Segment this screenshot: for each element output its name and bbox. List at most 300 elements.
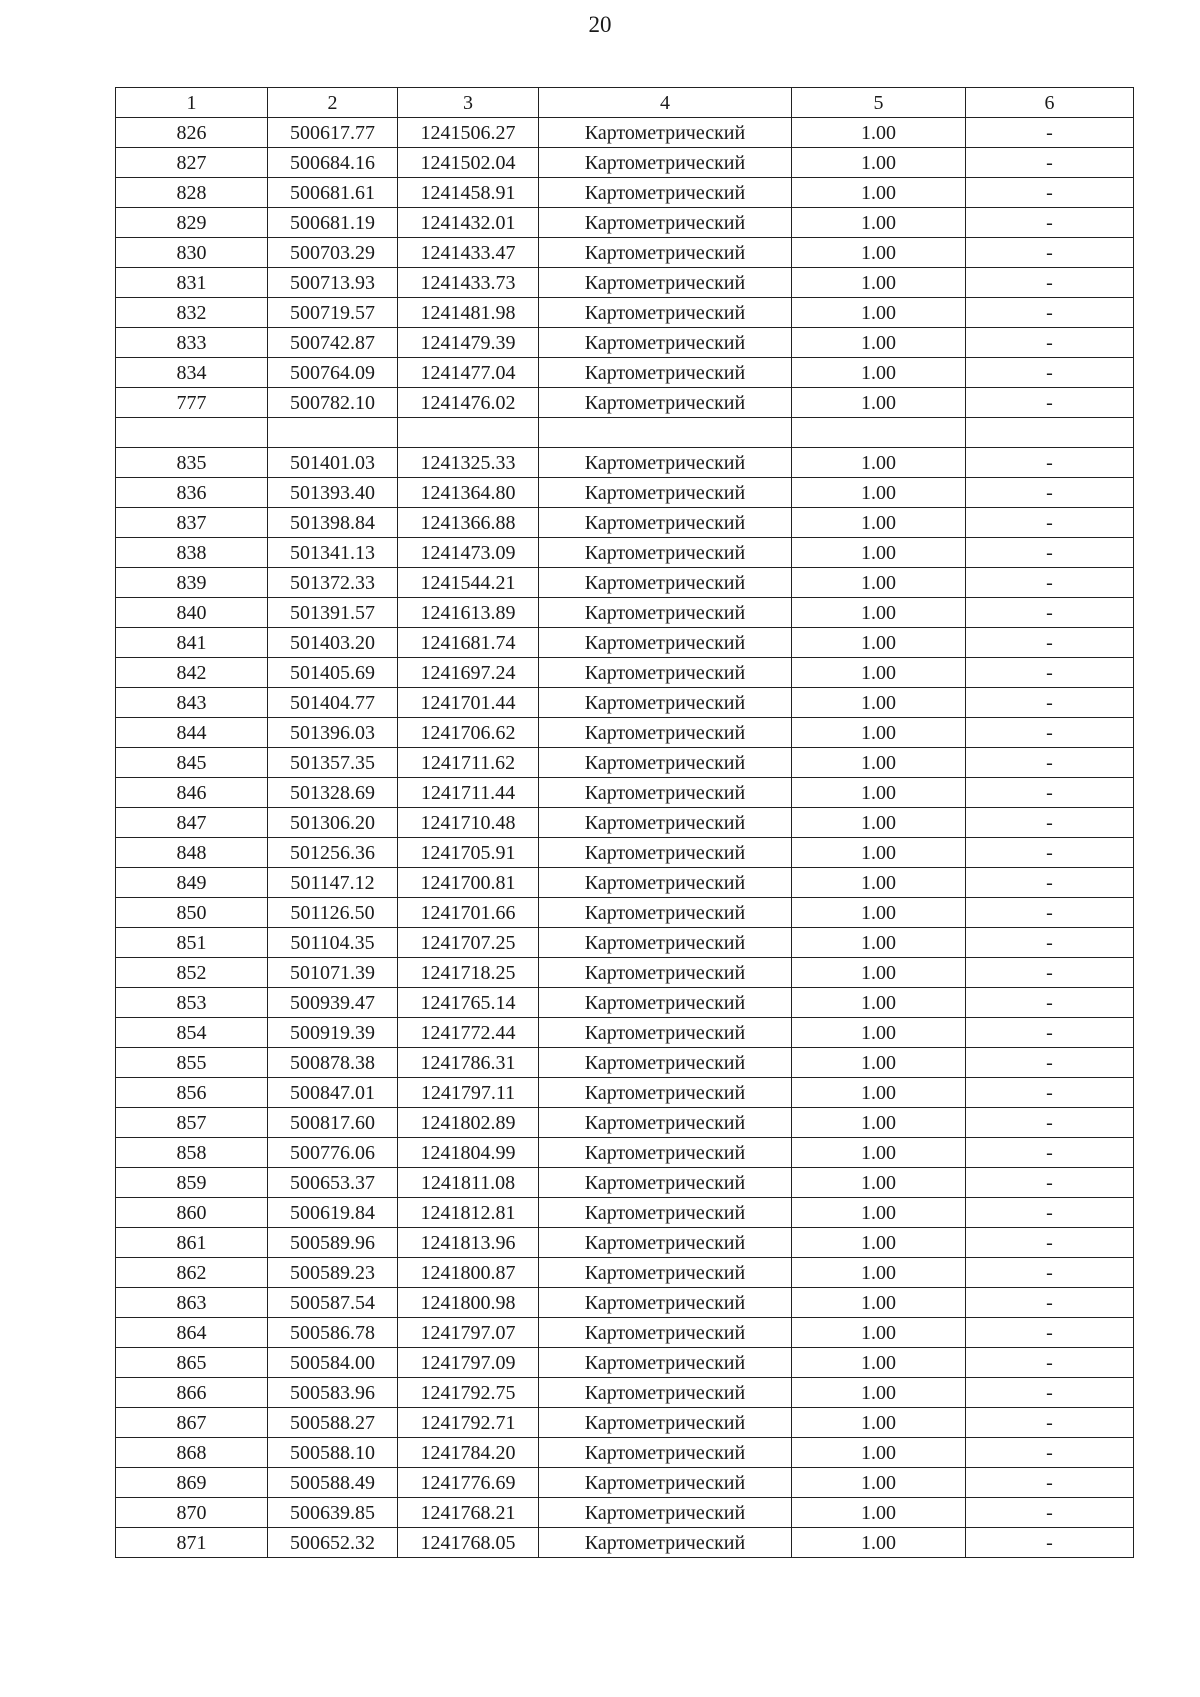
point-number-cell: 829: [116, 208, 268, 238]
y-coordinate-cell: 1241706.62: [398, 718, 539, 748]
accuracy-cell: 1.00: [792, 508, 966, 538]
accuracy-cell: 1.00: [792, 628, 966, 658]
method-cell: Картометрический: [539, 358, 792, 388]
table-separator-row: [116, 418, 1134, 448]
table-row: [116, 1528, 1134, 1558]
point-number-cell: 846: [116, 778, 268, 808]
x-coordinate-cell: 501405.69: [268, 658, 398, 688]
description-cell: -: [966, 568, 1134, 598]
y-coordinate-cell: 1241701.44: [398, 688, 539, 718]
method-cell: Картометрический: [539, 1348, 792, 1378]
x-coordinate-cell: 500681.61: [268, 178, 398, 208]
method-cell: Картометрический: [539, 1438, 792, 1468]
table-row: [116, 988, 1134, 1018]
x-coordinate-cell: 501398.84: [268, 508, 398, 538]
method-cell: Картометрический: [539, 1258, 792, 1288]
description-cell: -: [966, 478, 1134, 508]
accuracy-cell: 1.00: [792, 958, 966, 988]
point-number-cell: 865: [116, 1348, 268, 1378]
y-coordinate-cell: 1241800.87: [398, 1258, 539, 1288]
accuracy-cell: 1.00: [792, 1348, 966, 1378]
table-row: [116, 868, 1134, 898]
y-coordinate-cell: 1241768.21: [398, 1498, 539, 1528]
table-row: [116, 1048, 1134, 1078]
x-coordinate-cell: 500653.37: [268, 1168, 398, 1198]
table-row: [116, 148, 1134, 178]
y-coordinate-cell: 1241473.09: [398, 538, 539, 568]
method-cell: Картометрический: [539, 448, 792, 478]
point-number-cell: 838: [116, 538, 268, 568]
method-cell: Картометрический: [539, 1018, 792, 1048]
method-cell: [539, 418, 792, 448]
description-cell: [966, 418, 1134, 448]
table-row: [116, 268, 1134, 298]
method-cell: Картометрический: [539, 208, 792, 238]
point-number-cell: 858: [116, 1138, 268, 1168]
point-number-cell: [116, 418, 268, 448]
method-cell: Картометрический: [539, 478, 792, 508]
x-coordinate-cell: 500919.39: [268, 1018, 398, 1048]
method-cell: Картометрический: [539, 1138, 792, 1168]
method-cell: Картометрический: [539, 868, 792, 898]
point-number-cell: 827: [116, 148, 268, 178]
table-row: [116, 748, 1134, 778]
method-cell: Картометрический: [539, 1468, 792, 1498]
description-cell: -: [966, 208, 1134, 238]
method-cell: Картометрический: [539, 808, 792, 838]
point-number-cell: 855: [116, 1048, 268, 1078]
description-cell: -: [966, 1288, 1134, 1318]
table-row: [116, 388, 1134, 418]
method-cell: Картометрический: [539, 328, 792, 358]
point-number-cell: 834: [116, 358, 268, 388]
description-cell: -: [966, 538, 1134, 568]
accuracy-cell: 1.00: [792, 118, 966, 148]
table-row: [116, 1078, 1134, 1108]
table-row: [116, 568, 1134, 598]
description-cell: -: [966, 1258, 1134, 1288]
accuracy-cell: 1.00: [792, 178, 966, 208]
description-cell: -: [966, 1048, 1134, 1078]
coordinates-table: [115, 87, 1134, 1558]
point-number-cell: 844: [116, 718, 268, 748]
method-cell: Картометрический: [539, 928, 792, 958]
x-coordinate-cell: 501403.20: [268, 628, 398, 658]
y-coordinate-cell: 1241802.89: [398, 1108, 539, 1138]
accuracy-cell: 1.00: [792, 898, 966, 928]
y-coordinate-cell: 1241506.27: [398, 118, 539, 148]
x-coordinate-cell: 500713.93: [268, 268, 398, 298]
method-cell: Картометрический: [539, 718, 792, 748]
y-coordinate-cell: 1241768.05: [398, 1528, 539, 1558]
accuracy-cell: 1.00: [792, 568, 966, 598]
method-cell: Картометрический: [539, 748, 792, 778]
description-cell: -: [966, 1408, 1134, 1438]
accuracy-cell: 1.00: [792, 478, 966, 508]
accuracy-cell: 1.00: [792, 298, 966, 328]
point-number-cell: 831: [116, 268, 268, 298]
method-cell: Картометрический: [539, 1378, 792, 1408]
method-cell: Картометрический: [539, 1198, 792, 1228]
description-cell: -: [966, 328, 1134, 358]
description-cell: -: [966, 838, 1134, 868]
y-coordinate-cell: 1241325.33: [398, 448, 539, 478]
description-cell: -: [966, 1378, 1134, 1408]
accuracy-cell: 1.00: [792, 658, 966, 688]
y-coordinate-cell: 1241366.88: [398, 508, 539, 538]
accuracy-cell: 1.00: [792, 1318, 966, 1348]
x-coordinate-cell: 501147.12: [268, 868, 398, 898]
y-coordinate-cell: 1241697.24: [398, 658, 539, 688]
accuracy-cell: 1.00: [792, 1408, 966, 1438]
accuracy-cell: 1.00: [792, 1498, 966, 1528]
description-cell: -: [966, 388, 1134, 418]
y-coordinate-cell: 1241481.98: [398, 298, 539, 328]
x-coordinate-cell: 500588.27: [268, 1408, 398, 1438]
method-cell: Картометрический: [539, 958, 792, 988]
table-row: [116, 1468, 1134, 1498]
accuracy-cell: 1.00: [792, 1468, 966, 1498]
point-number-cell: 836: [116, 478, 268, 508]
table-row: [116, 208, 1134, 238]
point-number-cell: 871: [116, 1528, 268, 1558]
y-coordinate-cell: 1241800.98: [398, 1288, 539, 1318]
description-cell: -: [966, 1168, 1134, 1198]
accuracy-cell: 1.00: [792, 208, 966, 238]
y-coordinate-cell: 1241784.20: [398, 1438, 539, 1468]
accuracy-cell: 1.00: [792, 448, 966, 478]
x-coordinate-cell: 500782.10: [268, 388, 398, 418]
header-cell: 3: [398, 88, 539, 118]
x-coordinate-cell: 500939.47: [268, 988, 398, 1018]
accuracy-cell: 1.00: [792, 868, 966, 898]
x-coordinate-cell: 500764.09: [268, 358, 398, 388]
point-number-cell: 848: [116, 838, 268, 868]
y-coordinate-cell: 1241812.81: [398, 1198, 539, 1228]
description-cell: -: [966, 1318, 1134, 1348]
point-number-cell: 860: [116, 1198, 268, 1228]
table-row: [116, 1138, 1134, 1168]
table-row: [116, 1408, 1134, 1438]
x-coordinate-cell: 501357.35: [268, 748, 398, 778]
description-cell: -: [966, 658, 1134, 688]
method-cell: Картометрический: [539, 268, 792, 298]
header-cell: 5: [792, 88, 966, 118]
x-coordinate-cell: 500847.01: [268, 1078, 398, 1108]
accuracy-cell: 1.00: [792, 358, 966, 388]
y-coordinate-cell: 1241705.91: [398, 838, 539, 868]
method-cell: Картометрический: [539, 178, 792, 208]
description-cell: -: [966, 178, 1134, 208]
description-cell: -: [966, 1348, 1134, 1378]
y-coordinate-cell: 1241797.09: [398, 1348, 539, 1378]
x-coordinate-cell: 501328.69: [268, 778, 398, 808]
y-coordinate-cell: 1241792.75: [398, 1378, 539, 1408]
table-row: [116, 1288, 1134, 1318]
description-cell: -: [966, 1198, 1134, 1228]
description-cell: -: [966, 238, 1134, 268]
point-number-cell: 856: [116, 1078, 268, 1108]
x-coordinate-cell: 500817.60: [268, 1108, 398, 1138]
table-row: [116, 238, 1134, 268]
x-coordinate-cell: 500719.57: [268, 298, 398, 328]
description-cell: -: [966, 628, 1134, 658]
y-coordinate-cell: 1241811.08: [398, 1168, 539, 1198]
point-number-cell: 832: [116, 298, 268, 328]
x-coordinate-cell: 500681.19: [268, 208, 398, 238]
y-coordinate-cell: [398, 418, 539, 448]
method-cell: Картометрический: [539, 508, 792, 538]
page-number: 20: [588, 12, 612, 37]
method-cell: Картометрический: [539, 598, 792, 628]
x-coordinate-cell: 501393.40: [268, 478, 398, 508]
method-cell: Картометрический: [539, 1078, 792, 1108]
y-coordinate-cell: 1241797.11: [398, 1078, 539, 1108]
accuracy-cell: 1.00: [792, 988, 966, 1018]
table-row: [116, 958, 1134, 988]
x-coordinate-cell: 500684.16: [268, 148, 398, 178]
table-row: [116, 478, 1134, 508]
point-number-cell: 869: [116, 1468, 268, 1498]
description-cell: -: [966, 148, 1134, 178]
y-coordinate-cell: 1241433.73: [398, 268, 539, 298]
y-coordinate-cell: 1241772.44: [398, 1018, 539, 1048]
point-number-cell: 845: [116, 748, 268, 778]
table-row: [116, 1378, 1134, 1408]
point-number-cell: 843: [116, 688, 268, 718]
y-coordinate-cell: 1241797.07: [398, 1318, 539, 1348]
method-cell: Картометрический: [539, 778, 792, 808]
y-coordinate-cell: 1241433.47: [398, 238, 539, 268]
method-cell: Картометрический: [539, 1048, 792, 1078]
x-coordinate-cell: 501071.39: [268, 958, 398, 988]
table-row: [116, 1348, 1134, 1378]
accuracy-cell: 1.00: [792, 598, 966, 628]
y-coordinate-cell: 1241711.62: [398, 748, 539, 778]
point-number-cell: 868: [116, 1438, 268, 1468]
table-row: [116, 1498, 1134, 1528]
accuracy-cell: [792, 418, 966, 448]
point-number-cell: 852: [116, 958, 268, 988]
x-coordinate-cell: 500588.10: [268, 1438, 398, 1468]
point-number-cell: 866: [116, 1378, 268, 1408]
description-cell: -: [966, 958, 1134, 988]
accuracy-cell: 1.00: [792, 1438, 966, 1468]
accuracy-cell: 1.00: [792, 388, 966, 418]
table-row: [116, 658, 1134, 688]
table-header-row: [116, 88, 1134, 118]
x-coordinate-cell: 501404.77: [268, 688, 398, 718]
description-cell: -: [966, 928, 1134, 958]
y-coordinate-cell: 1241765.14: [398, 988, 539, 1018]
description-cell: -: [966, 298, 1134, 328]
y-coordinate-cell: 1241707.25: [398, 928, 539, 958]
description-cell: -: [966, 778, 1134, 808]
point-number-cell: 857: [116, 1108, 268, 1138]
accuracy-cell: 1.00: [792, 1048, 966, 1078]
description-cell: -: [966, 1468, 1134, 1498]
point-number-cell: 842: [116, 658, 268, 688]
description-cell: -: [966, 1138, 1134, 1168]
x-coordinate-cell: 500584.00: [268, 1348, 398, 1378]
accuracy-cell: 1.00: [792, 688, 966, 718]
accuracy-cell: 1.00: [792, 1138, 966, 1168]
point-number-cell: 850: [116, 898, 268, 928]
method-cell: Картометрический: [539, 1318, 792, 1348]
point-number-cell: 862: [116, 1258, 268, 1288]
table-row: [116, 838, 1134, 868]
x-coordinate-cell: 501401.03: [268, 448, 398, 478]
method-cell: Картометрический: [539, 1228, 792, 1258]
y-coordinate-cell: 1241432.01: [398, 208, 539, 238]
y-coordinate-cell: 1241364.80: [398, 478, 539, 508]
x-coordinate-cell: 500639.85: [268, 1498, 398, 1528]
description-cell: -: [966, 868, 1134, 898]
description-cell: -: [966, 1108, 1134, 1138]
point-number-cell: 861: [116, 1228, 268, 1258]
table-row: [116, 928, 1134, 958]
y-coordinate-cell: 1241792.71: [398, 1408, 539, 1438]
table-row: [116, 808, 1134, 838]
y-coordinate-cell: 1241681.74: [398, 628, 539, 658]
accuracy-cell: 1.00: [792, 1378, 966, 1408]
accuracy-cell: 1.00: [792, 1168, 966, 1198]
x-coordinate-cell: 500589.96: [268, 1228, 398, 1258]
x-coordinate-cell: 501372.33: [268, 568, 398, 598]
x-coordinate-cell: 500588.49: [268, 1468, 398, 1498]
y-coordinate-cell: 1241786.31: [398, 1048, 539, 1078]
point-number-cell: 870: [116, 1498, 268, 1528]
table-row: [116, 718, 1134, 748]
method-cell: Картометрический: [539, 568, 792, 598]
y-coordinate-cell: 1241711.44: [398, 778, 539, 808]
y-coordinate-cell: 1241776.69: [398, 1468, 539, 1498]
accuracy-cell: 1.00: [792, 1198, 966, 1228]
x-coordinate-cell: 500652.32: [268, 1528, 398, 1558]
method-cell: Картометрический: [539, 1498, 792, 1528]
y-coordinate-cell: 1241613.89: [398, 598, 539, 628]
point-number-cell: 839: [116, 568, 268, 598]
y-coordinate-cell: 1241710.48: [398, 808, 539, 838]
header-cell: 1: [116, 88, 268, 118]
point-number-cell: 830: [116, 238, 268, 268]
description-cell: -: [966, 358, 1134, 388]
table-row: [116, 598, 1134, 628]
x-coordinate-cell: 500589.23: [268, 1258, 398, 1288]
description-cell: -: [966, 1528, 1134, 1558]
point-number-cell: 835: [116, 448, 268, 478]
header-cell: 4: [539, 88, 792, 118]
table-row: [116, 538, 1134, 568]
x-coordinate-cell: 500619.84: [268, 1198, 398, 1228]
table-row: [116, 448, 1134, 478]
method-cell: Картометрический: [539, 898, 792, 928]
x-coordinate-cell: 501104.35: [268, 928, 398, 958]
point-number-cell: 777: [116, 388, 268, 418]
point-number-cell: 854: [116, 1018, 268, 1048]
description-cell: -: [966, 598, 1134, 628]
description-cell: -: [966, 898, 1134, 928]
method-cell: Картометрический: [539, 838, 792, 868]
y-coordinate-cell: 1241718.25: [398, 958, 539, 988]
point-number-cell: 851: [116, 928, 268, 958]
method-cell: Картометрический: [539, 538, 792, 568]
accuracy-cell: 1.00: [792, 1078, 966, 1108]
accuracy-cell: 1.00: [792, 778, 966, 808]
accuracy-cell: 1.00: [792, 148, 966, 178]
table-row: [116, 1228, 1134, 1258]
description-cell: -: [966, 748, 1134, 778]
x-coordinate-cell: 501391.57: [268, 598, 398, 628]
x-coordinate-cell: 500776.06: [268, 1138, 398, 1168]
table-row: [116, 298, 1134, 328]
description-cell: -: [966, 688, 1134, 718]
table-row: [116, 328, 1134, 358]
method-cell: Картометрический: [539, 988, 792, 1018]
point-number-cell: 853: [116, 988, 268, 1018]
x-coordinate-cell: 501256.36: [268, 838, 398, 868]
y-coordinate-cell: 1241477.04: [398, 358, 539, 388]
description-cell: -: [966, 988, 1134, 1018]
x-coordinate-cell: 501396.03: [268, 718, 398, 748]
description-cell: -: [966, 1228, 1134, 1258]
y-coordinate-cell: 1241701.66: [398, 898, 539, 928]
y-coordinate-cell: 1241544.21: [398, 568, 539, 598]
x-coordinate-cell: 500586.78: [268, 1318, 398, 1348]
accuracy-cell: 1.00: [792, 538, 966, 568]
point-number-cell: 840: [116, 598, 268, 628]
table-body: [116, 88, 1134, 1558]
point-number-cell: 849: [116, 868, 268, 898]
table-row: [116, 358, 1134, 388]
x-coordinate-cell: 500617.77: [268, 118, 398, 148]
x-coordinate-cell: 500583.96: [268, 1378, 398, 1408]
description-cell: -: [966, 1078, 1134, 1108]
accuracy-cell: 1.00: [792, 268, 966, 298]
x-coordinate-cell: 500703.29: [268, 238, 398, 268]
description-cell: -: [966, 508, 1134, 538]
table-row: [116, 1018, 1134, 1048]
description-cell: -: [966, 118, 1134, 148]
point-number-cell: 826: [116, 118, 268, 148]
description-cell: -: [966, 718, 1134, 748]
point-number-cell: 833: [116, 328, 268, 358]
table-row: [116, 1168, 1134, 1198]
x-coordinate-cell: 501341.13: [268, 538, 398, 568]
accuracy-cell: 1.00: [792, 238, 966, 268]
accuracy-cell: 1.00: [792, 838, 966, 868]
method-cell: Картометрический: [539, 1288, 792, 1318]
y-coordinate-cell: 1241479.39: [398, 328, 539, 358]
point-number-cell: 828: [116, 178, 268, 208]
x-coordinate-cell: 501306.20: [268, 808, 398, 838]
method-cell: Картометрический: [539, 1168, 792, 1198]
table-row: [116, 898, 1134, 928]
x-coordinate-cell: 500878.38: [268, 1048, 398, 1078]
method-cell: Картометрический: [539, 1108, 792, 1138]
method-cell: Картометрический: [539, 298, 792, 328]
method-cell: Картометрический: [539, 628, 792, 658]
method-cell: Картометрический: [539, 658, 792, 688]
description-cell: -: [966, 1438, 1134, 1468]
y-coordinate-cell: 1241502.04: [398, 148, 539, 178]
x-coordinate-cell: 501126.50: [268, 898, 398, 928]
table-row: [116, 1318, 1134, 1348]
method-cell: Картометрический: [539, 1528, 792, 1558]
table-row: [116, 688, 1134, 718]
accuracy-cell: 1.00: [792, 1018, 966, 1048]
method-cell: Картометрический: [539, 148, 792, 178]
